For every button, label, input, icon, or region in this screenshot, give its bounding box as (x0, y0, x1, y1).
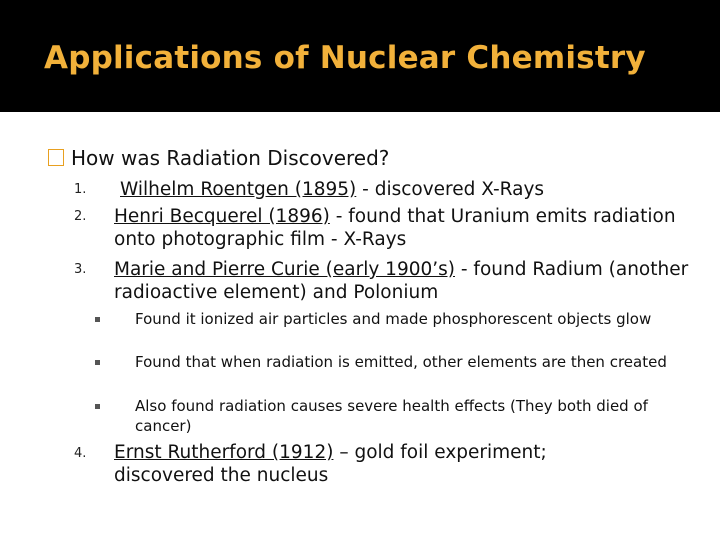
item-name: Ernst Rutherford (1912) (114, 442, 334, 463)
item-name: Henri Becquerel (1896) (114, 206, 330, 227)
sub-bullet: Found it ionized air particles and made phosphorescent objects glow (135, 310, 652, 328)
question-heading (48, 146, 389, 170)
list-item (114, 258, 694, 304)
sub-bullet: Also found radiation causes severe health effects (They both died of cancer) (135, 397, 648, 435)
square-bullet-icon (95, 317, 100, 322)
list-item (120, 178, 700, 201)
item-number: 3. (74, 262, 87, 277)
item-text: – gold foil experiment; discovered the nucleus (114, 442, 547, 486)
question-text: How was Radiation Discovered? (71, 146, 390, 170)
item-number: 2. (74, 209, 87, 224)
item-name: Marie and Pierre Curie (early 1900’s) (114, 259, 455, 280)
square-bullet-icon (95, 360, 100, 365)
slide-title: Applications of Nuclear Chemistry (44, 40, 646, 76)
checkbox-bullet-icon (48, 149, 64, 166)
item-number: 4. (74, 446, 87, 461)
item-name: Wilhelm Roentgen (1895) (120, 179, 357, 200)
square-bullet-icon (95, 404, 100, 409)
sub-bullet: Found that when radiation is emitted, other elements are then created (135, 353, 667, 371)
list-item (114, 441, 594, 487)
item-text: - found Radium (another radioactive element) and Polonium (114, 259, 689, 303)
item-text: - found that Uranium emits radiation onto photographic film - X-Rays (114, 206, 676, 250)
item-text: - discovered X-Rays (356, 179, 545, 200)
list-item (114, 205, 694, 251)
title-bar (0, 0, 720, 112)
item-number: 1. (74, 182, 87, 197)
